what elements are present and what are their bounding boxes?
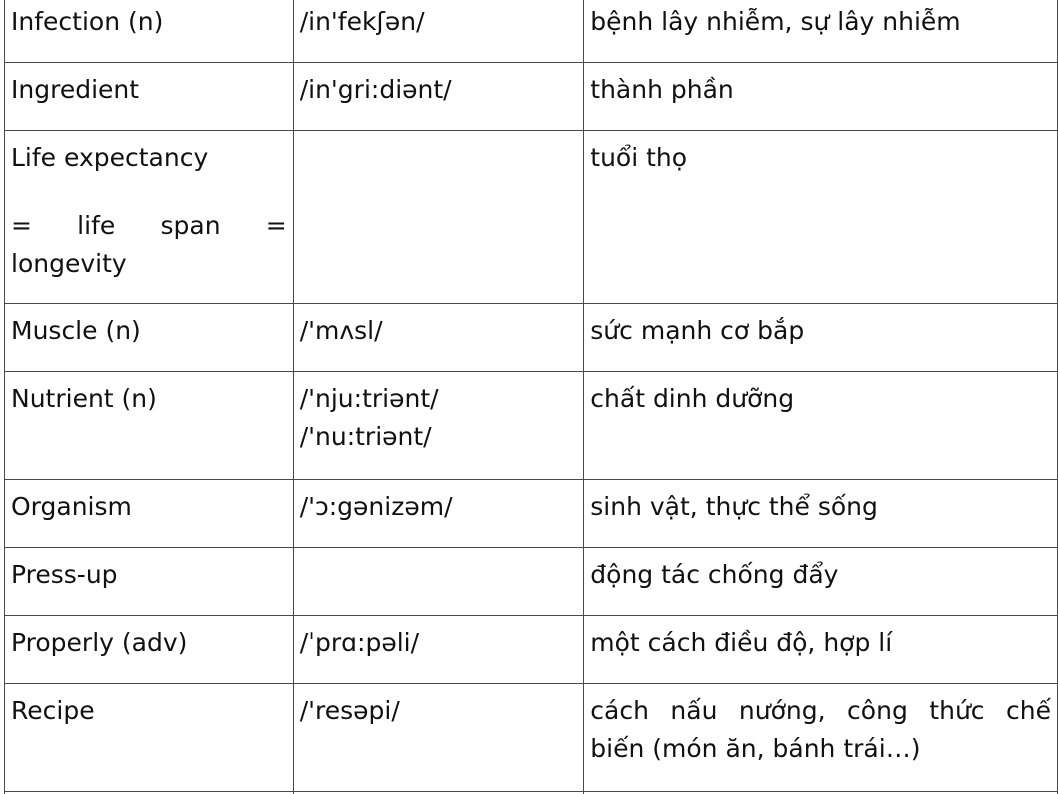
ipa-cell bbox=[293, 304, 584, 372]
table-row bbox=[5, 63, 1058, 131]
ipa-text: /'ɔ:gənizəm/ bbox=[299, 492, 453, 521]
table-row bbox=[5, 131, 1058, 304]
word-text: Organism bbox=[11, 492, 132, 521]
table-row bbox=[5, 684, 1058, 792]
word-text: Nutrient (n) bbox=[11, 384, 157, 413]
meaning-text-continued: biến (món ăn, bánh trái…) bbox=[590, 734, 921, 763]
meaning-text: sinh vật, thực thể sống bbox=[590, 492, 878, 521]
ipa-cell bbox=[293, 548, 584, 616]
meaning-text: thành phần bbox=[590, 75, 734, 104]
table-row bbox=[5, 548, 1058, 616]
ipa-cell bbox=[293, 0, 584, 63]
meaning-cell bbox=[584, 131, 1058, 304]
ipa-text: /'mʌsl/ bbox=[299, 316, 383, 345]
meaning-cell bbox=[584, 548, 1058, 616]
ipa-cell bbox=[293, 684, 584, 792]
ipa-cell bbox=[293, 372, 584, 480]
table-row bbox=[5, 616, 1058, 684]
word-cell bbox=[5, 684, 294, 792]
word-text: Press-up bbox=[11, 560, 118, 589]
meaning-cell bbox=[584, 372, 1058, 480]
word-cell bbox=[5, 0, 294, 63]
word-text: Properly (adv) bbox=[11, 628, 188, 657]
ipa-text: /'resəpi/ bbox=[299, 696, 400, 725]
meaning-cell bbox=[584, 63, 1058, 131]
meaning-cell bbox=[584, 480, 1058, 548]
meaning-cell bbox=[584, 0, 1058, 63]
word-cell bbox=[5, 480, 294, 548]
ipa-cell bbox=[293, 63, 584, 131]
ipa-text: /in'gri:diənt/ bbox=[299, 75, 452, 104]
synonym-text: = life span = bbox=[11, 211, 287, 240]
meaning-text: động tác chống đẩy bbox=[590, 560, 839, 589]
ipa-text-alt: /'nu:triənt/ bbox=[299, 422, 432, 451]
vocabulary-table bbox=[4, 0, 1058, 794]
meaning-text: bệnh lây nhiễm, sự lây nhiễm bbox=[590, 7, 961, 36]
meaning-text: tuổi thọ bbox=[590, 143, 688, 172]
word-text: Life expectancy bbox=[11, 143, 209, 172]
ipa-text: /in'fekʃən/ bbox=[299, 7, 425, 36]
word-cell bbox=[5, 131, 294, 304]
word-text: Recipe bbox=[11, 696, 95, 725]
ipa-cell bbox=[293, 480, 584, 548]
meaning-text: cách nấu nướng, công thức chế bbox=[590, 696, 1051, 725]
word-text: Muscle (n) bbox=[11, 316, 141, 345]
meaning-cell bbox=[584, 684, 1058, 792]
meaning-cell bbox=[584, 616, 1058, 684]
ipa-cell bbox=[293, 616, 584, 684]
word-text: Ingredient bbox=[11, 75, 140, 104]
meaning-text: sức mạnh cơ bắp bbox=[590, 316, 805, 345]
meaning-text: chất dinh dưỡng bbox=[590, 384, 795, 413]
table-row bbox=[5, 304, 1058, 372]
word-cell bbox=[5, 372, 294, 480]
table-row bbox=[5, 480, 1058, 548]
synonym-text-continued: longevity bbox=[11, 249, 127, 278]
ipa-text: /'nju:triənt/ bbox=[299, 384, 439, 413]
meaning-cell bbox=[584, 304, 1058, 372]
word-cell bbox=[5, 548, 294, 616]
word-cell bbox=[5, 616, 294, 684]
word-cell bbox=[5, 63, 294, 131]
ipa-cell bbox=[293, 131, 584, 304]
word-cell bbox=[5, 304, 294, 372]
table-row bbox=[5, 0, 1058, 63]
paragraph-gap bbox=[11, 177, 287, 207]
table-row bbox=[5, 372, 1058, 480]
word-text: Infection (n) bbox=[11, 7, 164, 36]
meaning-text: một cách điều độ, hợp lí bbox=[590, 628, 893, 657]
ipa-text: /ˈprɑ:pəli/ bbox=[299, 628, 420, 657]
